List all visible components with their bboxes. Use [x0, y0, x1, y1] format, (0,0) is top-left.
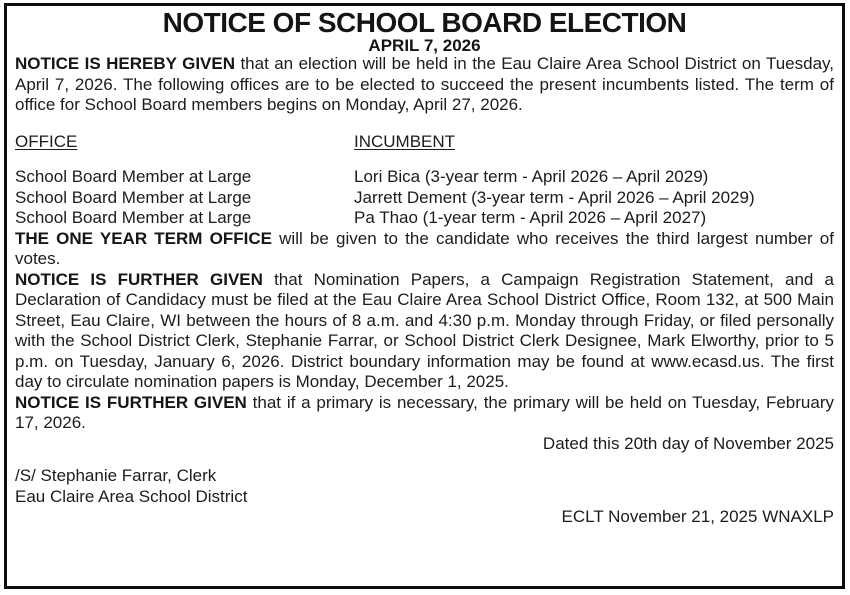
paragraph-further-given-nomination-text: that Nomination Papers, a Campaign Registration Statement, and a Declaration of Candidacy must be filed at the Eau Claire Area School District Office, Room 132, at 500 Main Street, Eau Claire, WI between the hours of 8 a.m. and 4:30 p.m. Monday through Friday, or filed personally with the School District Clerk, Stephanie Farrar, or School District Clerk Designee, Mark Elworthy, prior to 5 p.m. on Tuesday, January 6, 2026. District boundary information may be found at www.ecasd.us. The first day to circulate nomination papers is Monday, December 1, 2025. [15, 269, 834, 391]
office-column-header: OFFICE [15, 131, 78, 151]
paragraph-one-year-term-lead: THE ONE YEAR TERM OFFICE [15, 228, 272, 248]
legal-notice-document [4, 3, 845, 589]
incumbent-cell: Jarrett Dement (3-year term - April 2026 – April 2029) [354, 187, 755, 207]
paragraph-hereby-given-text: that an election will be held in the Eau Claire Area School District on Tuesday, April 7, 2026. The following offices are to be elected to succeed the present incumbents listed. The term of office for School Board members begins on Monday, April 27, 2026. [15, 54, 834, 114]
paragraph-further-given-primary-lead: NOTICE IS FURTHER GIVEN [15, 392, 247, 412]
table-row [15, 188, 834, 209]
paragraph-hereby-given [15, 54, 834, 116]
clerk-signature: /S/ Stephanie Farrar, Clerk [15, 466, 217, 485]
incumbent-column-header: INCUMBENT [354, 131, 456, 151]
office-incumbent-table [15, 132, 834, 229]
paragraph-one-year-term-text: will be given to the candidate who receives the third largest number of votes. [15, 228, 834, 268]
publication-line: ECLT November 21, 2025 WNAXLP [561, 507, 834, 526]
office-cell: School Board Member at Large [15, 167, 252, 186]
incumbent-cell: Pa Thao (1-year term - April 2026 – April 2027) [354, 208, 707, 227]
table-body [15, 167, 834, 229]
notice-title: NOTICE OF SCHOOL BOARD ELECTION [162, 7, 687, 38]
paragraph-further-given-nomination [15, 270, 834, 393]
table-row [15, 208, 834, 229]
incumbent-cell: Lori Bica (3-year term - April 2026 – April 2029) [354, 167, 709, 186]
office-cell: School Board Member at Large [15, 208, 252, 227]
paragraph-further-given-nomination-lead: NOTICE IS FURTHER GIVEN [15, 269, 263, 289]
notice-date-subtitle: APRIL 7, 2026 [368, 36, 481, 55]
office-cell: School Board Member at Large [15, 187, 252, 207]
paragraph-further-given-primary [15, 393, 834, 434]
paragraph-one-year-term [15, 229, 834, 270]
dated-line: Dated this 20th day of November 2025 [542, 433, 834, 453]
paragraph-hereby-given-lead: NOTICE IS HEREBY GIVEN [15, 54, 236, 73]
table-row [15, 167, 834, 188]
district-name: Eau Claire Area School District [15, 486, 248, 506]
paragraph-further-given-primary-text: that if a primary is necessary, the primary will be held on Tuesday, February 17, 2026. [15, 392, 834, 432]
signature-block [15, 466, 834, 507]
table-header-row [15, 132, 834, 153]
